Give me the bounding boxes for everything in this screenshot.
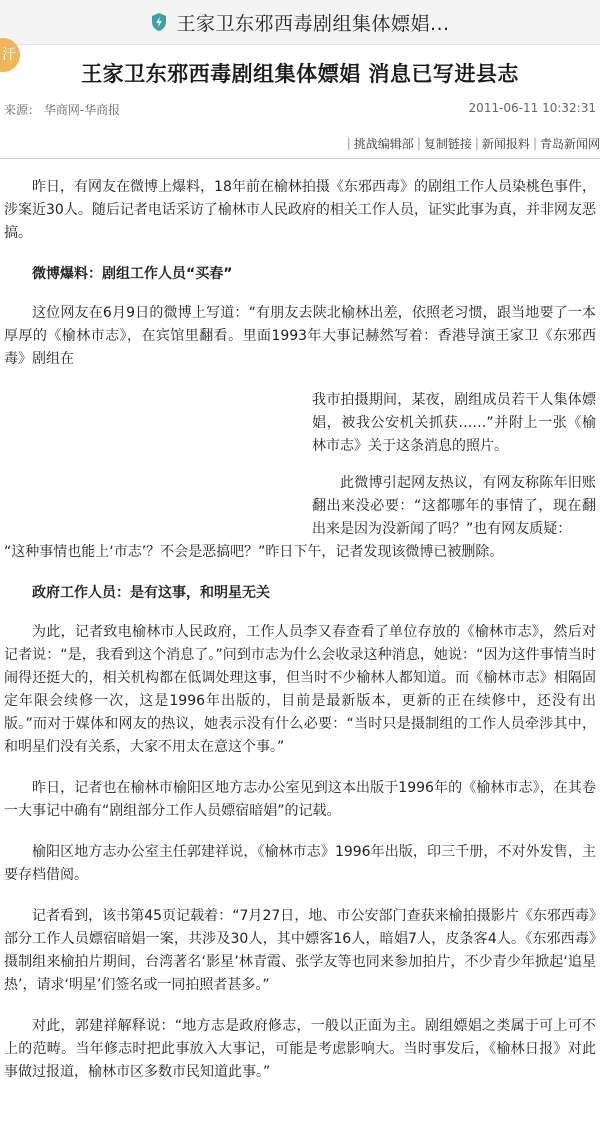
article-datetime: 2011-06-11 10:32:31 — [468, 101, 596, 115]
avatar[interactable]: 汗 — [0, 38, 20, 72]
paragraph-reaction-cont: “这种事情也能上‘市志’？不会是恶搞吧？”昨日下午，记者发现该微博已被删除。 — [4, 544, 504, 560]
challenge-editor-link[interactable]: 挑战编辑部 — [353, 136, 414, 151]
news-tip-link[interactable]: 新闻报料 — [481, 136, 530, 151]
subheading-government: 政府工作人员：是有这事，和明星无关 — [32, 585, 270, 601]
paragraph-quote: 我市拍摄期间，某夜，剧组成员若干人集体嫖娼，被我公安机关抓获……”并附上一张《榆林市志》关于这条消息的照片。 — [312, 392, 596, 454]
paragraph-intro: 昨日，有网友在微博上爆料，18年前在榆林拍摄《东邪西毒》的剧组工作人员染桃色事件，涉案近30人。随后记者电话采访了榆林市人民政府的相关工作人员，证实此事为真，并非网友恶搞。 — [4, 179, 596, 241]
qingdao-news-link[interactable]: 青岛新闻网 — [539, 136, 600, 151]
article-headline: 王家卫东邪西毒剧组集体嫖娼 消息已写进县志 — [81, 62, 519, 86]
paragraph-record: 记者看到，该书第45页记载着：“7月27日，地、市公安部门查获来榆拍摄影片《东邪西毒》部分工作人员嫖宿暗娼一案，共涉及30人，其中嫖客16人，暗娼7人，皮条客4人。《东邪西毒》摄制组来榆拍片期间，台湾著名‘影星’林青霞、张学友等也同来参加拍片，不少青少年掀起‘追星热’，请求‘明星’们签名或一同拍照者甚多。” — [4, 908, 596, 993]
copy-link-button[interactable]: 复制链接 — [423, 136, 472, 151]
article-body — [4, 176, 596, 1102]
article-source: 来源： 华商网-华商报 — [4, 103, 121, 117]
paragraph-weibo-post: 这位网友在6月9日的微博上写道：“有朋友去陕北榆林出差，依照老习惯，跟当地要了一本厚厚的《榆林市志》，在宾馆里翻看。里面1993年大事记赫然写着：香港导演王家卫《东邪西毒》剧组在 — [4, 305, 596, 367]
paragraph-local-office: 昨日，记者也在榆林市榆阳区地方志办公室见到这本出版于1996年的《榆林市志》，在其卷一大事记中确有“剧组部分工作人员嫖宿暗娼”的记载。 — [4, 780, 596, 819]
page-tab-title: 王家卫东邪西毒剧组集体嫖娼... — [176, 12, 450, 35]
shield-icon — [150, 12, 168, 32]
paragraph-reaction: 此微博引起网友热议，有网友称陈年旧账翻出来没必要：“这都哪年的事情了，现在翻出来是因为没新闻了吗？”也有网友质疑： — [312, 475, 596, 537]
paragraph-director: 榆阳区地方志办公室主任郭建祥说，《榆林市志》1996年出版，印三千册，不对外发售，主要存档借阅。 — [4, 844, 596, 883]
browser-title-bar — [0, 0, 600, 45]
article-meta — [4, 101, 596, 118]
subheading-weibo: 微博爆料：剧组工作人员“买春” — [32, 266, 233, 282]
paragraph-explanation: 对此，郭建祥解释说：“地方志是政府修志，一般以正面为主。剧组嫖娼之类属于可上可不上的范畴。当年修志时把此事放入大事记，可能是考虑影响大。当时事发后，《榆林日报》对此事做过报道，榆林市区多数市民知道此事。” — [4, 1018, 596, 1080]
article-toolbar: | 挑战编辑部 | 复制链接 | 新闻报料 | 青岛新闻网 — [0, 128, 600, 159]
paragraph-government: 为此，记者致电榆林市人民政府，工作人员李又春查看了单位存放的《榆林市志》，然后对记者说：“是，我看到这个消息了。”问到市志为什么会收录这种消息，她说：“因为这件事情当时闹得还挺大的，相关机构都在低调处理这事，但当时不少榆林人都知道。而《榆林市志》相隔固定年限会续修一次，这是1996年出版的，目前是最新版本，更新的正在续修中，还没有出版。”而对于媒体和网友的热议，她表示没有什么必要：“当时只是摄制组的工作人员牵涉其中，和明星们没有关系，大家不用太在意这个事。” — [4, 624, 596, 755]
